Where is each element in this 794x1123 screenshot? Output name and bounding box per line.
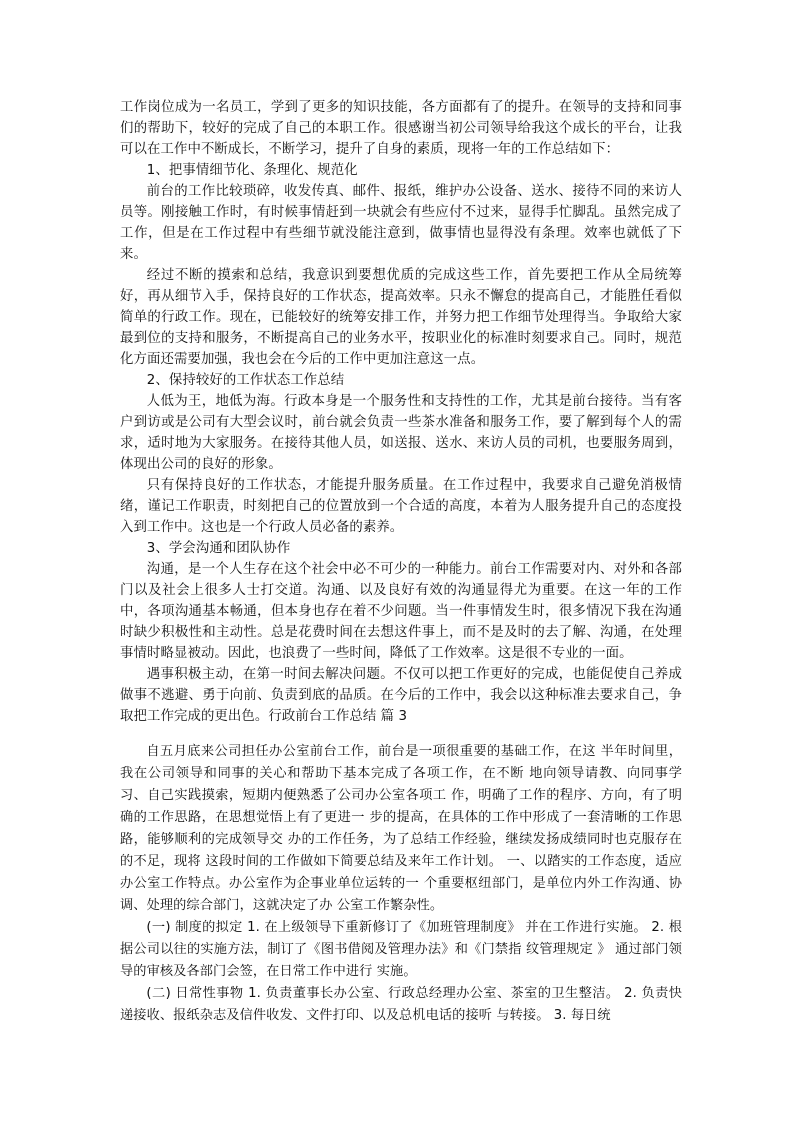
body-paragraph: 遇事积极主动，在第一时间去解决问题。不仅可以把工作更好的完成，也能促使自己养成做事不逃避、勇于向前、负责到底的品质。在今后的工作中，我会以这种标准去要求自己，争取把工作完成的更出色。行政前台工作总结 篇 3 — [120, 667, 682, 724]
body-paragraph: 人低为王，地低为海。行政本身是一个服务性和支持性的工作，尤其是前台接待。当有客户到访或是公司有大型会议时，前台就会负责一些茶水准备和服务工作，要了解到每个人的需求，适时地为大家服务。在接待其他人员，如送报、送水、来访人员的司机，也要服务周到，体现出公司的良好的形象。 — [120, 394, 682, 472]
body-paragraph: 前台的工作比较琐碎，收发传真、邮件、报纸，维护办公设备、送水、接待不同的来访人员等。刚接触工作时，有时候事情赶到一块就会有些应付不过来，显得手忙脚乱。虽然完成了工作，但是在工作过程中有些细节就没能注意到，做事情也显得没有条理。效率也就低了下来。 — [120, 184, 682, 262]
body-paragraph: 自五月底来公司担任办公室前台工作，前台是一项很重要的基础工作，在这 半年时间里，我在公司领导和同事的关心和帮助下基本完成了各项工作，在不断 地向领导请教、向同事学习、自己实践摸索，短期内便熟悉了公司办公室各项工 作，明确了工作的程序、方向，有了明确的工作思路，在思想觉悟上有了更进一 步的提高，在具体的工作中形成了一套清晰的工作思路，能够顺利的完成领导交 办的工作任务，为了总结工作经验，继续发扬成绩同时也克服存在的不足，现将 这段时间的工作做如下简要总结及来年工作计划。 一、以踏实的工作态度，适应办公室工作特点。办公室作为企事业单位运转的一 个重要枢纽部门，是单位内外工作沟通、协调、处理的综合部门，这就决定了办 公室工作繁杂性。 — [120, 744, 682, 913]
heading-communication: 3、学会沟通和团队协作 — [146, 541, 291, 556]
heading-work-state: 2、保持较好的工作状态工作总结 — [146, 373, 345, 388]
section-one — [120, 97, 682, 727]
intro-paragraph: 工作岗位成为一名员工，学到了更多的知识技能，各方面都有了的提升。在领导的支持和同事们的帮助下，较好的完成了自己的本职工作。很感谢当初公司领导给我这个成长的平台，让我可以在工作中不断成长，不断学习，提升了自身的素质，现将一年的工作总结如下： — [120, 100, 682, 157]
body-paragraph: 沟通，是一个人生存在这个社会中必不可少的一种能力。前台工作需要对内、对外和各部门以及社会上很多人士打交道。沟通、以及良好有效的沟通显得尤为重要。在这一年的工作中，各项沟通基本畅通，但本身也存在着不少问题。当一件事情发生时，很多情况下我在沟通时缺少积极性和主动性。总是花费时间在去想这件事上，而不是及时的去了解、沟通，在处理事情时略显被动。因此，也浪费了一些时间，降低了工作效率。这是很不专业的一面。 — [120, 562, 682, 661]
body-paragraph: (一) 制度的拟定 1. 在上级领导下重新修订了《加班管理制度》 并在工作进行实施。 2. 根据公司以往的实施方法，制订了《图书借阅及管理办法》和《门禁指 纹管理规定 》 通过部门领导的审核及各部门会签，在日常工作中进行 实施。 — [120, 920, 682, 979]
body-paragraph: 只有保持良好的工作状态，才能提升服务质量。在工作过程中，我要求自己避免消极情绪，谨记工作职责，时刻把自己的位置放到一个合适的高度，本着为人服务提升自己的态度投入到工作中。这也是一个行政人员必备的素养。 — [120, 478, 682, 535]
body-paragraph: (二) 日常性事物 1. 负责董事长办公室、行政总经理办公室、茶室的卫生整洁。 2. 负责快递接收、报纸杂志及信件收发、文件打印、以及总机电话的接听 与转接。 3. 每日统 — [120, 986, 682, 1023]
section-two — [120, 741, 682, 1027]
body-paragraph: 经过不断的摸索和总结，我意识到要想优质的完成这些工作，首先要把工作从全局统筹好，再从细节入手，保持良好的工作状态，提高效率。只永不懈怠的提高自己，才能胜任看似简单的行政工作。现在，已能较好的统筹安排工作，并努力把工作细节处理得当。争取给大家最到位的支持和服务，不断提高自己的业务水平，按职业化的标准时刻要求自己。同时，规范化方面还需要加强，我也会在今后的工作中更加注意这一点。 — [120, 268, 682, 367]
heading-detail-standardize: 1、把事情细节化、条理化、规范化 — [146, 163, 358, 178]
